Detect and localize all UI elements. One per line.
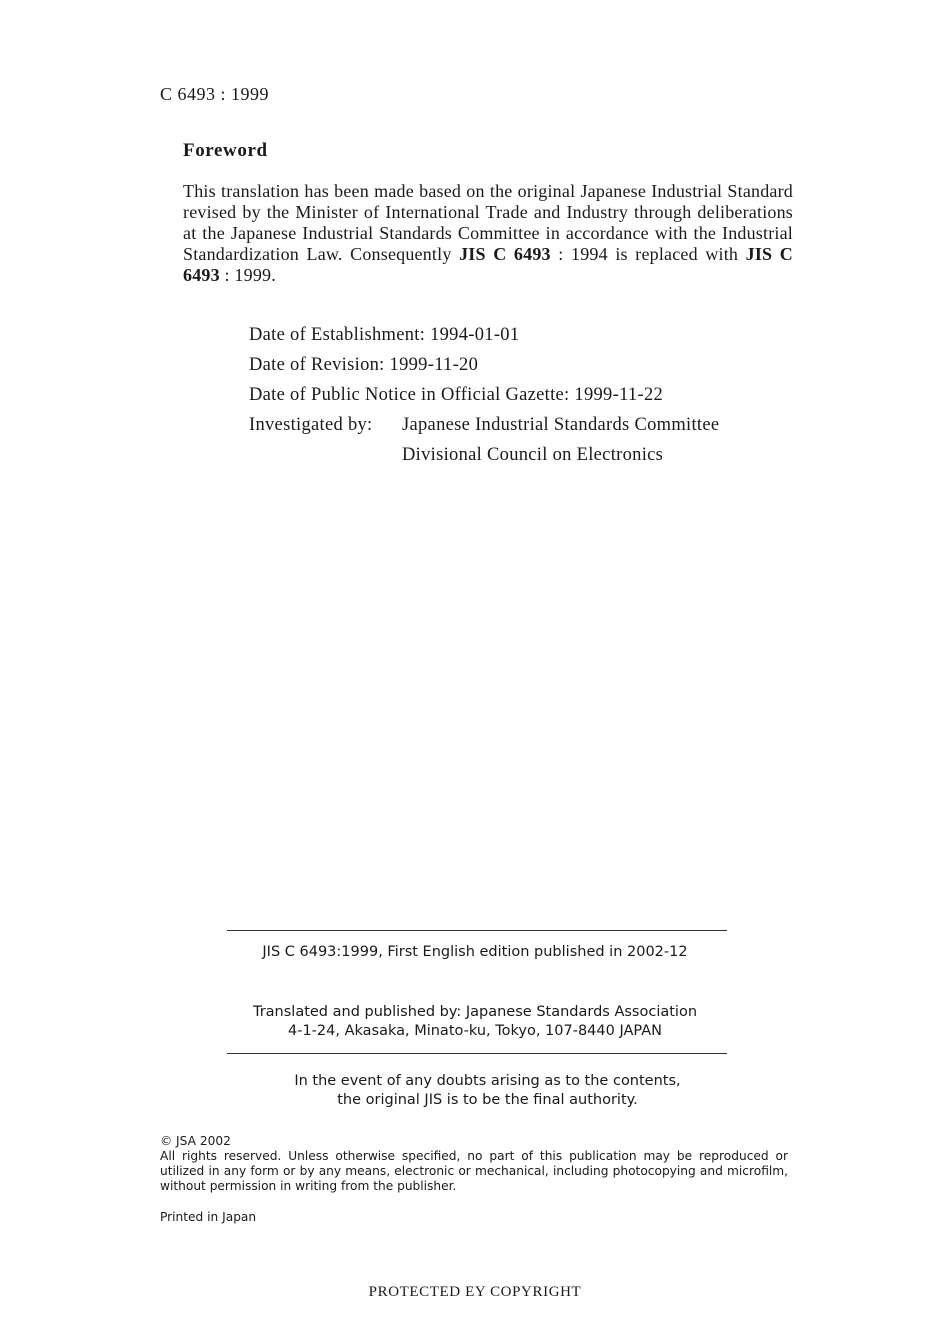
authority-line-2: the original JIS is to be the final authority. xyxy=(337,1092,638,1108)
date-public-notice: Date of Public Notice in Official Gazette: 1999-11-22 xyxy=(249,385,664,405)
copyright-line: © JSA 2002 xyxy=(160,1134,231,1148)
foreword-heading: Foreword xyxy=(183,140,268,161)
investigated-by-label: Investigated by: xyxy=(249,415,373,435)
foreword-paragraph xyxy=(183,181,793,286)
document-code: C 6493 : 1999 xyxy=(160,84,270,104)
printed-in: Printed in Japan xyxy=(160,1210,257,1224)
old-year-text: : 1994 is replaced with xyxy=(550,244,746,264)
publisher-block xyxy=(0,1003,950,1041)
old-standard-ref: JIS C 6493 xyxy=(459,244,551,264)
foreword-body-text: This translation has been made based on the original Japanese Industrial Standard revised by the Minister of International Trade and Industry through deliberations at the Japanese Industrial Standards Committee in accordance with the Industrial Standardization Law. Consequently xyxy=(183,181,793,264)
new-year-text: : 1999. xyxy=(219,265,276,285)
investigated-by-row xyxy=(249,412,719,442)
publisher-line-2: 4-1-24, Akasaka, Minato-ku, Tokyo, 107-8440 JAPAN xyxy=(287,1023,662,1039)
date-establishment: Date of Establishment: 1994-01-01 xyxy=(249,325,520,345)
investigated-by-council: Divisional Council on Electronics xyxy=(402,445,664,465)
investigated-by-council-row xyxy=(249,442,719,472)
dates-block xyxy=(249,322,719,472)
rights-statement: All rights reserved. Unless otherwise specified, no part of this publication may be reproduced or utilized in any form or by any means, electronic or mechanical, including photocopying and microfilm, without permission in writing from the publisher. xyxy=(160,1149,788,1193)
top-rule xyxy=(227,930,727,931)
protected-stamp: PROTECTED EY COPYRIGHT xyxy=(368,1284,582,1300)
authority-line-1: In the event of any doubts arising as to the contents, xyxy=(294,1073,681,1089)
bottom-rule xyxy=(227,1053,727,1054)
new-standard-ref: JIS C 6493 xyxy=(183,244,793,285)
edition-line: JIS C 6493:1999, First English edition published in 2002-12 xyxy=(262,944,688,960)
authority-notice xyxy=(0,1072,950,1110)
date-revision: Date of Revision: 1999-11-20 xyxy=(249,355,479,375)
copyright-block xyxy=(160,1134,788,1194)
publisher-line-1: Translated and published by: Japanese Standards Association xyxy=(252,1004,698,1020)
investigated-by-committee: Japanese Industrial Standards Committee xyxy=(402,415,720,435)
